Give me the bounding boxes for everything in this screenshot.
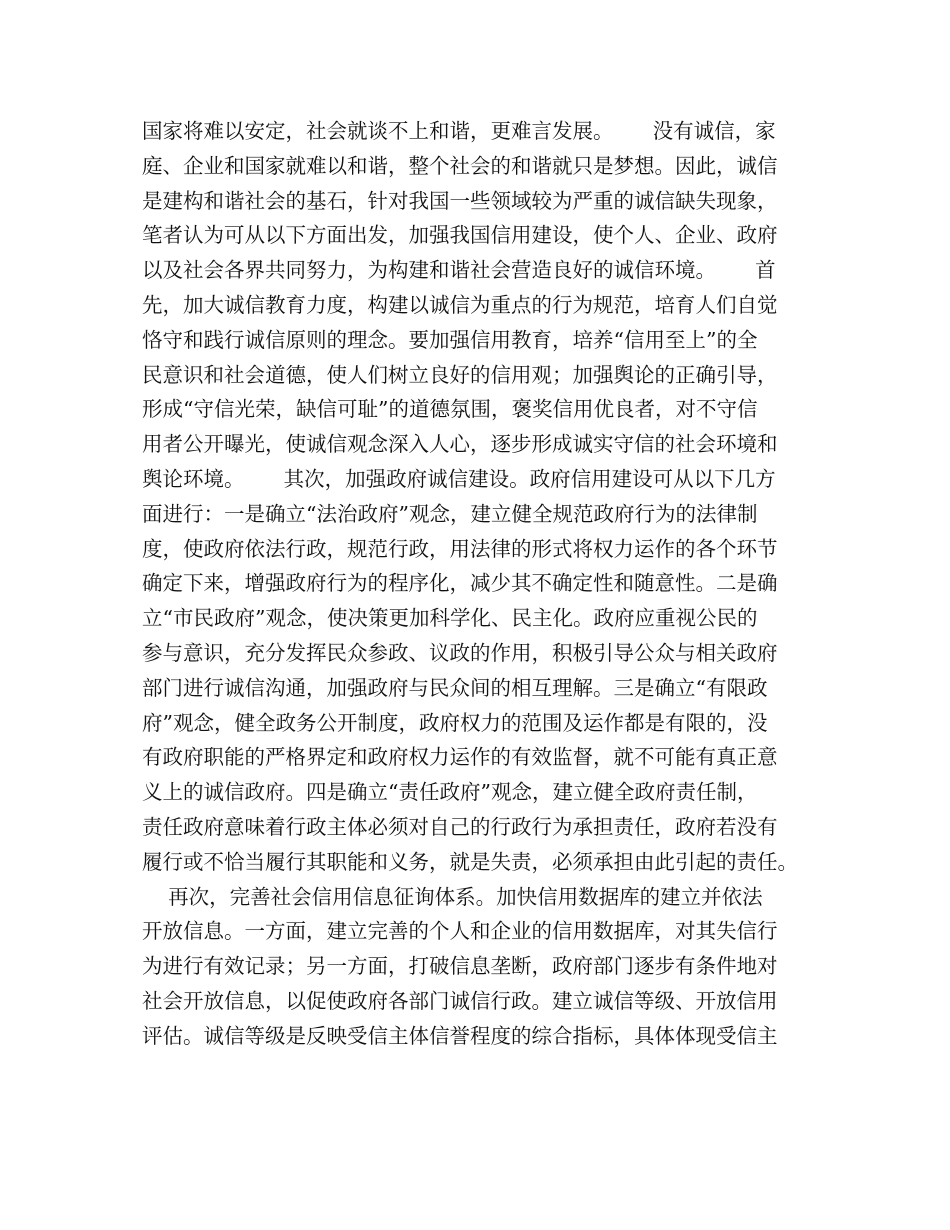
text-line: 评估。诚信等级是反映受信主体信誉程度的综合指标，具体体现受信主 <box>142 1023 778 1048</box>
text-line: 部门进行诚信沟通，加强政府与民众间的相互理解。三是确立“有限政 <box>142 675 768 700</box>
text-line: 以及社会各界共同努力，为构建和谐社会营造良好的诚信环境。 首 <box>142 258 776 283</box>
text-line: 形成“守信光荣，缺信可耻”的道德氛围，褒奖信用优良者，对不守信 <box>142 397 758 422</box>
text-line: 用者公开曝光，使诚信观念深入人心，逐步形成诚实守信的社会环境和 <box>142 432 778 457</box>
text-line: 舆论环境。 其次，加强政府诚信建设。政府信用建设可从以下几方 <box>142 466 776 491</box>
text-line: 先，加大诚信教育力度，构建以诚信为重点的行为规范，培育人们自觉 <box>142 292 778 317</box>
text-line: 面进行：一是确立“法治政府”观念，建立健全规范政府行为的法律制 <box>142 501 758 526</box>
text-line: 确定下来，增强政府行为的程序化，减少其不确定性和随意性。二是确 <box>142 571 778 596</box>
text-line: 为进行有效记录；另一方面，打破信息垄断，政府部门逐步有条件地对 <box>142 954 778 979</box>
text-line: 参与意识，充分发挥民众参政、议政的作用，积极引导公众与相关政府 <box>142 640 778 665</box>
text-line: 是建构和谐社会的基石，针对我国一些领域较为严重的诚信缺失现象， <box>142 188 778 213</box>
text-line: 民意识和社会道德，使人们树立良好的信用观；加强舆论的正确引导， <box>142 362 778 387</box>
text-line: 开放信息。一方面，建立完善的个人和企业的信用数据库，对其失信行 <box>142 919 778 944</box>
text-line: 有政府职能的严格界定和政府权力运作的有效监督，就不可能有真正意 <box>142 745 778 770</box>
text-line: 立“市民政府”观念，使决策更加科学化、民主化。政府应重视公民的 <box>142 606 758 631</box>
text-line: 再次，完善社会信用信息征询体系。加快信用数据库的建立并依法 <box>142 884 763 909</box>
body-text <box>142 114 822 1054</box>
text-line: 国家将难以安定，社会就谈不上和谐，更难言发展。 没有诚信，家 <box>142 119 776 143</box>
text-line: 责任政府意味着行政主体必须对自己的行政行为承担责任，政府若没有 <box>142 814 778 839</box>
text-line: 庭、企业和国家就难以和谐，整个社会的和谐就只是梦想。因此，诚信 <box>142 153 778 178</box>
text-line: 度，使政府依法行政，规范行政，用法律的形式将权力运作的各个环节 <box>142 536 778 561</box>
text-line: 府”观念，健全政务公开制度，政府权力的范围及运作都是有限的，没 <box>142 710 768 735</box>
text-line: 笔者认为可从以下方面出发，加强我国信用建设，使个人、企业、政府 <box>142 223 778 248</box>
text-line: 履行或不恰当履行其职能和义务，就是失责，必须承担由此引起的责任。 <box>142 849 798 874</box>
text-line: 恪守和践行诚信原则的理念。要加强信用教育，培养“信用至上”的全 <box>142 327 758 352</box>
text-line: 社会开放信息，以促使政府各部门诚信行政。建立诚信等级、开放信用 <box>142 988 778 1013</box>
text-line: 义上的诚信政府。四是确立“责任政府”观念，建立健全政府责任制， <box>142 780 758 805</box>
